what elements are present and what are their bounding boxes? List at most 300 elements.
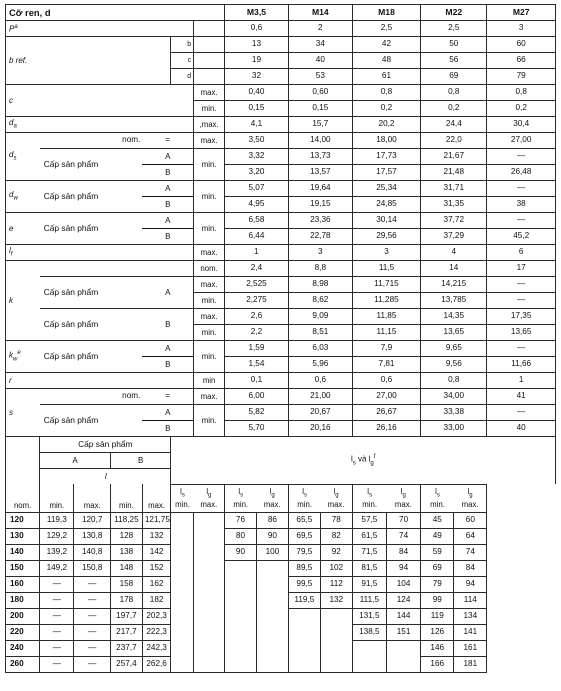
param-p-spec <box>194 21 225 37</box>
lf-spec: max. <box>194 245 225 261</box>
e-a-value-0: 6,58 <box>225 213 289 229</box>
param-da-label: $d_a$ <box>6 117 194 133</box>
k-nom-value-2: 11,5 <box>352 261 420 277</box>
b-ref-spec <box>194 53 225 69</box>
length-a-max: 150,8 <box>74 560 111 576</box>
ls-lg-value-1 <box>194 528 225 544</box>
s-a-value-2: 26,67 <box>352 405 420 421</box>
k-a-min-value-2: 11,285 <box>352 293 420 309</box>
e-grade-a: A <box>142 213 193 229</box>
kw-grade-b: B <box>142 357 193 373</box>
ls-lg-value-5: 92 <box>320 544 352 560</box>
length-b-min: 118,25 <box>110 512 142 528</box>
s-nom-label: nom. <box>40 389 143 405</box>
ls-lg-value-4 <box>288 640 320 656</box>
length-b-max: 162 <box>142 576 171 592</box>
ls-lg-value-1 <box>194 640 225 656</box>
ls-lg-value-0 <box>171 592 194 608</box>
ls-lg-value-4: 89,5 <box>288 560 320 576</box>
ls-lg-value-2 <box>225 592 257 608</box>
ls-lg-value-9: 141 <box>454 624 487 640</box>
length-a-max: — <box>74 640 111 656</box>
lf-value-4: 6 <box>487 245 556 261</box>
dw-grade-label: Cấp sản phẩm <box>40 181 143 213</box>
ls-lg-value-8: 49 <box>421 528 454 544</box>
k-nom-value-4: 17 <box>487 261 556 277</box>
lg-max-header-4: $l_g$ max. <box>454 484 487 512</box>
ds-nom-value-0: 3,50 <box>225 133 289 149</box>
lg-max-header-1: $l_g$ max. <box>256 484 288 512</box>
b-ref-mark: c <box>171 53 194 69</box>
da-value-1: 15,7 <box>288 117 352 133</box>
dw-b-value-3: 31,35 <box>421 197 487 213</box>
k-a-max-value-3: 14,215 <box>421 277 487 293</box>
s-grade-a: A <box>142 405 193 421</box>
s-nom-value-0: 6,00 <box>225 389 289 405</box>
ls-lg-value-8: 119 <box>421 608 454 624</box>
length-b-min: 138 <box>110 544 142 560</box>
c-value-0: 0,15 <box>225 101 289 117</box>
kw-b-value-2: 7,81 <box>352 357 420 373</box>
length-row-220 <box>6 624 556 640</box>
row-p <box>6 21 556 37</box>
length-b-max: 121,75 <box>142 512 171 528</box>
dw-grade-a: A <box>142 181 193 197</box>
ls-lg-value-9: 84 <box>454 560 487 576</box>
lf-value-1: 3 <box>288 245 352 261</box>
c-value-2: 0,2 <box>352 101 420 117</box>
ls-lg-value-9: 161 <box>454 640 487 656</box>
row-lf <box>6 245 556 261</box>
ls-lg-value-4: 65,5 <box>288 512 320 528</box>
ls-lg-value-7: 144 <box>386 608 420 624</box>
k-b-min-value-2: 11,15 <box>352 325 420 341</box>
length-a-max: 130,8 <box>74 528 111 544</box>
lg-max-header-0: $l_g$ max. <box>194 484 225 512</box>
row-ds-a <box>6 149 556 165</box>
length-b-max: 182 <box>142 592 171 608</box>
ds-nom-eq: = <box>142 133 193 149</box>
da-spec: ,max. <box>194 117 225 133</box>
length-b-min: 128 <box>110 528 142 544</box>
ls-min-header-4: $l_s$ min. <box>421 484 454 512</box>
row-s-nom <box>6 389 556 405</box>
k-b-max-spec: max. <box>194 309 225 325</box>
row-ds-nom <box>6 133 556 149</box>
kw-grade-a: A <box>142 341 193 357</box>
ls-lg-value-2 <box>225 640 257 656</box>
ls-lg-value-5 <box>320 656 352 672</box>
k-grade-a: A <box>142 277 193 309</box>
b-ref-value-4: 60 <box>487 37 556 53</box>
e-min-spec: min. <box>194 213 225 245</box>
ls-lg-value-7: 124 <box>386 592 420 608</box>
e-b-value-4: 45,2 <box>487 229 556 245</box>
ls-lg-value-5: 78 <box>320 512 352 528</box>
ls-lg-value-3 <box>256 592 288 608</box>
lf-value-0: 1 <box>225 245 289 261</box>
length-row-130 <box>6 528 556 544</box>
k-nom-value-3: 14 <box>421 261 487 277</box>
k-b-max-value-3: 14,35 <box>421 309 487 325</box>
ls-lg-value-1 <box>194 592 225 608</box>
c-value-1: 0,60 <box>288 85 352 101</box>
ls-lg-value-4: 69,5 <box>288 528 320 544</box>
kw-b-value-4: 11,66 <box>487 357 556 373</box>
ls-lg-value-2 <box>225 576 257 592</box>
p-value-3: 2,5 <box>421 21 487 37</box>
c-value-3: 0,2 <box>421 101 487 117</box>
c-value-2: 0,8 <box>352 85 420 101</box>
ls-lg-value-7 <box>386 656 420 672</box>
ls-lg-value-0 <box>171 576 194 592</box>
ds-nom-value-4: 27,00 <box>487 133 556 149</box>
ls-lg-value-6: 71,5 <box>352 544 386 560</box>
length-row-120 <box>6 512 556 528</box>
k-grade-b: B <box>142 309 193 341</box>
ls-lg-value-3 <box>256 656 288 672</box>
ls-lg-value-2 <box>225 656 257 672</box>
kw-b-value-1: 5,96 <box>288 357 352 373</box>
lower-grade-a: A <box>40 453 111 469</box>
ls-lg-value-5: 132 <box>320 592 352 608</box>
ls-min-header-2: $l_s$ min. <box>288 484 320 512</box>
r-value-0: 0,1 <box>225 373 289 389</box>
ds-b-value-4: 26,48 <box>487 165 556 181</box>
length-nom: 150 <box>6 560 40 576</box>
ls-lg-value-5: 82 <box>320 528 352 544</box>
b-ref-value-2: 61 <box>352 69 420 85</box>
length-nom: 140 <box>6 544 40 560</box>
ls-lg-value-9: 64 <box>454 528 487 544</box>
ds-a-value-1: 13,73 <box>288 149 352 165</box>
length-b-max: 222,3 <box>142 624 171 640</box>
kw-a-value-3: 9,65 <box>421 341 487 357</box>
ls-lg-value-1 <box>194 624 225 640</box>
length-a-min: — <box>40 608 74 624</box>
length-b-max: 152 <box>142 560 171 576</box>
s-nom-spec: max. <box>194 389 225 405</box>
ls-lg-value-0 <box>171 640 194 656</box>
ds-grade-a: A <box>142 149 193 165</box>
length-row-140 <box>6 544 556 560</box>
r-spec: min <box>194 373 225 389</box>
ls-lg-value-3: 100 <box>256 544 288 560</box>
k-a-max-value-4: — <box>487 277 556 293</box>
row-c <box>6 85 556 101</box>
b-ref-value-3: 69 <box>421 69 487 85</box>
param-c-label: c <box>6 85 194 117</box>
ls-lg-value-7: 151 <box>386 624 420 640</box>
ls-lg-value-6 <box>352 640 386 656</box>
k-a-min-spec: min. <box>194 293 225 309</box>
s-nom-eq: = <box>142 389 193 405</box>
dw-a-value-2: 25,34 <box>352 181 420 197</box>
ls-lg-value-7: 70 <box>386 512 420 528</box>
ls-min-header-1: $l_s$ min. <box>225 484 257 512</box>
length-a-min: — <box>40 592 74 608</box>
k-a-min-value-4: — <box>487 293 556 309</box>
b-ref-value-3: 50 <box>421 37 487 53</box>
ds-a-value-2: 17,73 <box>352 149 420 165</box>
length-row-180 <box>6 592 556 608</box>
ls-lg-value-8: 126 <box>421 624 454 640</box>
length-a-max: 140,8 <box>74 544 111 560</box>
ds-nom-value-3: 22,0 <box>421 133 487 149</box>
dw-a-value-3: 31,71 <box>421 181 487 197</box>
ds-grade-label: Cấp sản phẩm <box>40 149 143 181</box>
length-nom: 240 <box>6 640 40 656</box>
da-value-0: 4,1 <box>225 117 289 133</box>
length-a-min: 139,2 <box>40 544 74 560</box>
ds-min-spec: min. <box>194 149 225 181</box>
s-a-value-1: 20,67 <box>288 405 352 421</box>
length-nom: 200 <box>6 608 40 624</box>
row-b-ref <box>6 37 556 53</box>
k-a-max-value-0: 2,525 <box>225 277 289 293</box>
ls-lg-value-0 <box>171 608 194 624</box>
length-a-max: — <box>74 656 111 672</box>
k-nom-blank <box>40 261 194 277</box>
c-spec: min. <box>194 101 225 117</box>
thread-size-m14: M14 <box>288 5 352 21</box>
r-value-3: 0,8 <box>421 373 487 389</box>
ls-lg-value-8: 45 <box>421 512 454 528</box>
length-a-min: — <box>40 624 74 640</box>
param-kw-label: $k_w^e$ <box>6 341 40 373</box>
kw-b-value-3: 9,56 <box>421 357 487 373</box>
k-b-min-value-3: 13,65 <box>421 325 487 341</box>
length-nom: 120 <box>6 512 40 528</box>
dw-grade-b: B <box>142 197 193 213</box>
b-ref-value-4: 79 <box>487 69 556 85</box>
p-value-2: 2,5 <box>352 21 420 37</box>
c-value-4: 0,8 <box>487 85 556 101</box>
length-b-max: 262,6 <box>142 656 171 672</box>
da-value-3: 24,4 <box>421 117 487 133</box>
k-a-min-value-1: 8,62 <box>288 293 352 309</box>
length-b-min: 158 <box>110 576 142 592</box>
ls-lg-value-2 <box>225 560 257 576</box>
k-b-min-value-0: 2,2 <box>225 325 289 341</box>
dw-b-value-1: 19,15 <box>288 197 352 213</box>
ds-b-value-0: 3,20 <box>225 165 289 181</box>
ls-lg-value-5 <box>320 624 352 640</box>
b-ref-value-1: 40 <box>288 53 352 69</box>
param-ds-label: $d_s$ <box>6 133 40 181</box>
ls-lg-value-8: 99 <box>421 592 454 608</box>
row-da <box>6 117 556 133</box>
c-value-0: 0,40 <box>225 85 289 101</box>
da-value-4: 30,4 <box>487 117 556 133</box>
kw-a-value-4: — <box>487 341 556 357</box>
ls-lg-value-8: 59 <box>421 544 454 560</box>
c-value-4: 0,2 <box>487 101 556 117</box>
param-dw-label: $d_w$ <box>6 181 40 213</box>
dw-b-value-4: 38 <box>487 197 556 213</box>
s-a-value-0: 5,82 <box>225 405 289 421</box>
length-a-max: — <box>74 608 111 624</box>
ls-lg-header: $l_s$ và $l_g^f$ <box>171 437 556 485</box>
ls-lg-value-4 <box>288 608 320 624</box>
ls-lg-value-1 <box>194 576 225 592</box>
b-ref-mark: b <box>171 37 194 53</box>
length-nom: 130 <box>6 528 40 544</box>
length-b-min: 178 <box>110 592 142 608</box>
length-nom: 220 <box>6 624 40 640</box>
ls-lg-value-4 <box>288 624 320 640</box>
ls-lg-value-6: 138,5 <box>352 624 386 640</box>
length-row-260 <box>6 656 556 672</box>
k-nom-value-0: 2,4 <box>225 261 289 277</box>
param-s-label: s <box>6 389 40 437</box>
param-e-label: e <box>6 213 40 245</box>
ls-lg-value-8: 69 <box>421 560 454 576</box>
k-a-min-value-0: 2,275 <box>225 293 289 309</box>
ls-lg-value-6 <box>352 656 386 672</box>
ls-lg-value-5 <box>320 608 352 624</box>
kw-b-value-0: 1,54 <box>225 357 289 373</box>
k-b-max-value-1: 9,09 <box>288 309 352 325</box>
s-a-value-3: 33,38 <box>421 405 487 421</box>
ls-min-header-0: $l_s$ min. <box>171 484 194 512</box>
s-b-value-0: 5,70 <box>225 421 289 437</box>
b-ref-value-0: 13 <box>225 37 289 53</box>
e-b-value-2: 29,56 <box>352 229 420 245</box>
ls-lg-value-1 <box>194 560 225 576</box>
e-a-value-1: 23,36 <box>288 213 352 229</box>
ls-lg-value-6: 61,5 <box>352 528 386 544</box>
length-a-max: 120,7 <box>74 512 111 528</box>
param-r-label: r <box>6 373 194 389</box>
ls-lg-value-7: 74 <box>386 528 420 544</box>
length-a-min: — <box>40 640 74 656</box>
k-b-min-value-4: 13,65 <box>487 325 556 341</box>
row-kw-a <box>6 341 556 357</box>
ls-lg-value-3 <box>256 576 288 592</box>
e-b-value-3: 37,29 <box>421 229 487 245</box>
ls-lg-value-6: 131,5 <box>352 608 386 624</box>
lower-minmax-header-2: min. <box>110 484 142 512</box>
upper-section <box>6 5 556 21</box>
length-row-200 <box>6 608 556 624</box>
dw-b-value-0: 4,95 <box>225 197 289 213</box>
k-b-min-spec: min. <box>194 325 225 341</box>
b-ref-value-3: 56 <box>421 53 487 69</box>
r-value-2: 0,6 <box>352 373 420 389</box>
ls-lg-value-6: 81,5 <box>352 560 386 576</box>
ls-lg-value-4 <box>288 656 320 672</box>
ls-min-header-3: $l_s$ min. <box>352 484 386 512</box>
k-nom-value-1: 8,8 <box>288 261 352 277</box>
param-lf-label: $l_f$ <box>6 245 194 261</box>
ds-b-value-3: 21,48 <box>421 165 487 181</box>
k-grade-label-b: Cấp sản phẩm <box>40 309 143 341</box>
ls-lg-value-1 <box>194 656 225 672</box>
generated-rows <box>6 21 556 673</box>
length-row-240 <box>6 640 556 656</box>
ls-lg-value-9: 114 <box>454 592 487 608</box>
length-b-max: 242,3 <box>142 640 171 656</box>
length-a-min: 129,2 <box>40 528 74 544</box>
da-value-2: 20,2 <box>352 117 420 133</box>
length-a-max: — <box>74 624 111 640</box>
k-a-min-value-3: 13,785 <box>421 293 487 309</box>
ls-lg-value-2 <box>225 624 257 640</box>
e-a-value-4: — <box>487 213 556 229</box>
k-nom-spec: nom. <box>194 261 225 277</box>
ls-lg-value-9: 181 <box>454 656 487 672</box>
length-b-max: 132 <box>142 528 171 544</box>
lf-value-2: 3 <box>352 245 420 261</box>
lg-max-header-3: $l_g$ max. <box>386 484 420 512</box>
dw-b-value-2: 24,85 <box>352 197 420 213</box>
thread-size-m22: M22 <box>421 5 487 21</box>
length-a-min: 149,2 <box>40 560 74 576</box>
length-nom: 160 <box>6 576 40 592</box>
b-ref-spec <box>194 69 225 85</box>
row-s-a <box>6 405 556 421</box>
e-b-value-1: 22,78 <box>288 229 352 245</box>
row-e-a <box>6 213 556 229</box>
length-b-min: 237,7 <box>110 640 142 656</box>
ls-lg-value-1 <box>194 544 225 560</box>
thread-size-m27: M27 <box>487 5 556 21</box>
kw-a-value-0: 1,59 <box>225 341 289 357</box>
dw-a-value-1: 19,64 <box>288 181 352 197</box>
lower-l-label: l <box>40 469 171 485</box>
thread-size-title: Cỡ ren, d <box>6 5 225 21</box>
ls-lg-value-2: 90 <box>225 544 257 560</box>
p-value-1: 2 <box>288 21 352 37</box>
kw-a-value-1: 6,03 <box>288 341 352 357</box>
lower-nom-blank <box>6 469 40 485</box>
row-lower-header-4 <box>6 484 556 512</box>
s-nom-value-2: 27,00 <box>352 389 420 405</box>
k-a-max-spec: max. <box>194 277 225 293</box>
ls-lg-value-3 <box>256 608 288 624</box>
thread-size-m3-5: M3,5 <box>225 5 289 21</box>
p-value-4: 3 <box>487 21 556 37</box>
s-nom-value-3: 34,00 <box>421 389 487 405</box>
ls-lg-value-7: 94 <box>386 560 420 576</box>
ds-b-value-1: 13,57 <box>288 165 352 181</box>
ls-lg-value-3: 90 <box>256 528 288 544</box>
kw-min-spec: min. <box>194 341 225 373</box>
b-ref-value-0: 19 <box>225 53 289 69</box>
ls-lg-value-9: 94 <box>454 576 487 592</box>
lower-minmax-header-0: min. <box>40 484 74 512</box>
b-ref-mark: d <box>171 69 194 85</box>
param-b-ref-label: b ref. <box>6 37 171 85</box>
bolt-dimension-table <box>5 4 556 673</box>
k-a-max-value-1: 8,98 <box>288 277 352 293</box>
b-ref-value-1: 53 <box>288 69 352 85</box>
ls-lg-value-4: 79,5 <box>288 544 320 560</box>
ds-a-value-4: — <box>487 149 556 165</box>
ls-lg-value-8: 166 <box>421 656 454 672</box>
e-grade-label: Cấp sản phẩm <box>40 213 143 245</box>
r-value-4: 1 <box>487 373 556 389</box>
e-b-value-0: 6,44 <box>225 229 289 245</box>
k-grade-label-a: Cấp sản phẩm <box>40 277 143 309</box>
s-grade-label: Cấp sản phẩm <box>40 405 143 437</box>
s-min-spec: min. <box>194 405 225 437</box>
ds-b-value-2: 17,57 <box>352 165 420 181</box>
thread-size-m18: M18 <box>352 5 420 21</box>
ls-lg-value-2: 80 <box>225 528 257 544</box>
specification-document <box>5 4 556 673</box>
